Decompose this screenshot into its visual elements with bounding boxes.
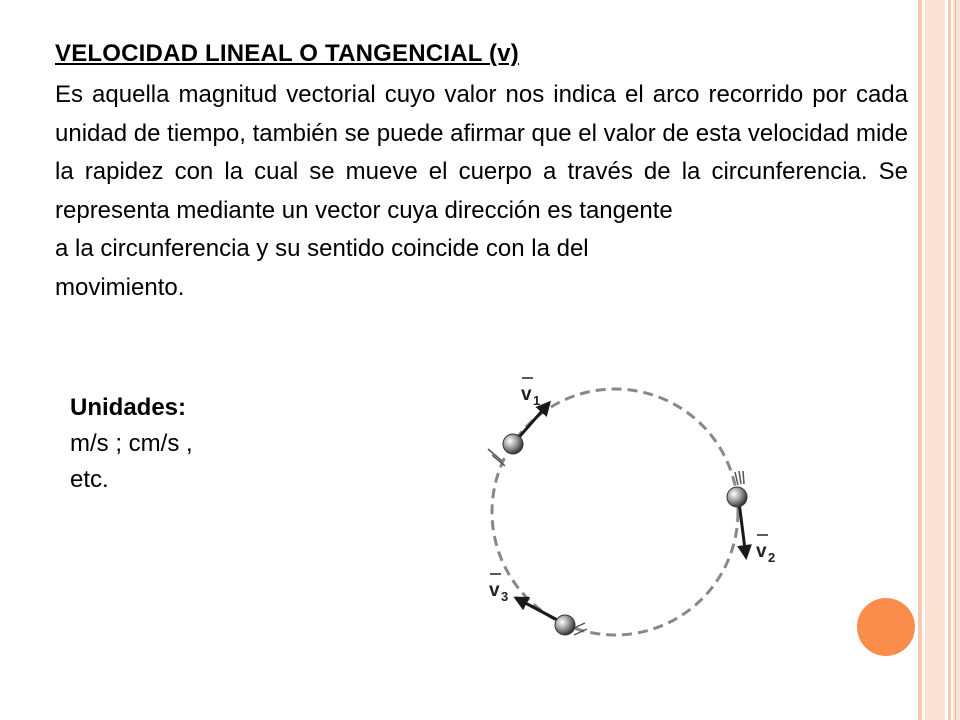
units-line: m/s ; cm/s , (70, 430, 193, 457)
units-block (70, 390, 193, 498)
decorative-stripe (925, 0, 945, 720)
paragraph-line: a la circunferencia y su sentido coincide con la del (55, 235, 589, 262)
circular-motion-diagram (452, 367, 796, 643)
ball-3 (555, 615, 575, 635)
motion-streaks (488, 449, 744, 635)
vector-label-letter: v (521, 384, 532, 405)
decorative-stripe (918, 0, 922, 720)
paragraph-line: movimiento. (55, 273, 185, 301)
velocity-vector-2 (739, 502, 746, 557)
units-line: etc. (70, 466, 109, 493)
vector-label-letter: v (756, 541, 767, 562)
decorative-stripe (948, 0, 951, 720)
vector-label-subscript: 1 (533, 393, 541, 408)
ball-2 (727, 487, 747, 507)
vector-label-subscript: 2 (768, 550, 776, 565)
vector-label-subscript: 3 (501, 589, 509, 604)
definition-paragraph (55, 76, 908, 307)
vector-label-3 (489, 574, 508, 604)
ball-1 (503, 434, 523, 454)
units-title: Unidades: (70, 394, 187, 421)
decorative-stripe (955, 0, 956, 720)
vector-label-letter: v (489, 580, 500, 601)
slide-title: VELOCIDAD LINEAL O TANGENCIAL (v) (55, 40, 519, 67)
paragraph-justified-text: Es aquella magnitud vectorial cuyo valor nos indica el arco recorrido por cada unidad de tiempo, también se puede afirmar que el valor de esta velocidad mide la rapidez con la cual se mueve el cuerpo a través de la circunferencia. Se representa mediante un vector cuya dirección es tangente (55, 81, 908, 224)
vector-label-2 (756, 535, 775, 565)
vector-label-1 (521, 378, 540, 408)
velocity-vector-3 (516, 598, 563, 623)
decorative-circle (857, 598, 915, 656)
